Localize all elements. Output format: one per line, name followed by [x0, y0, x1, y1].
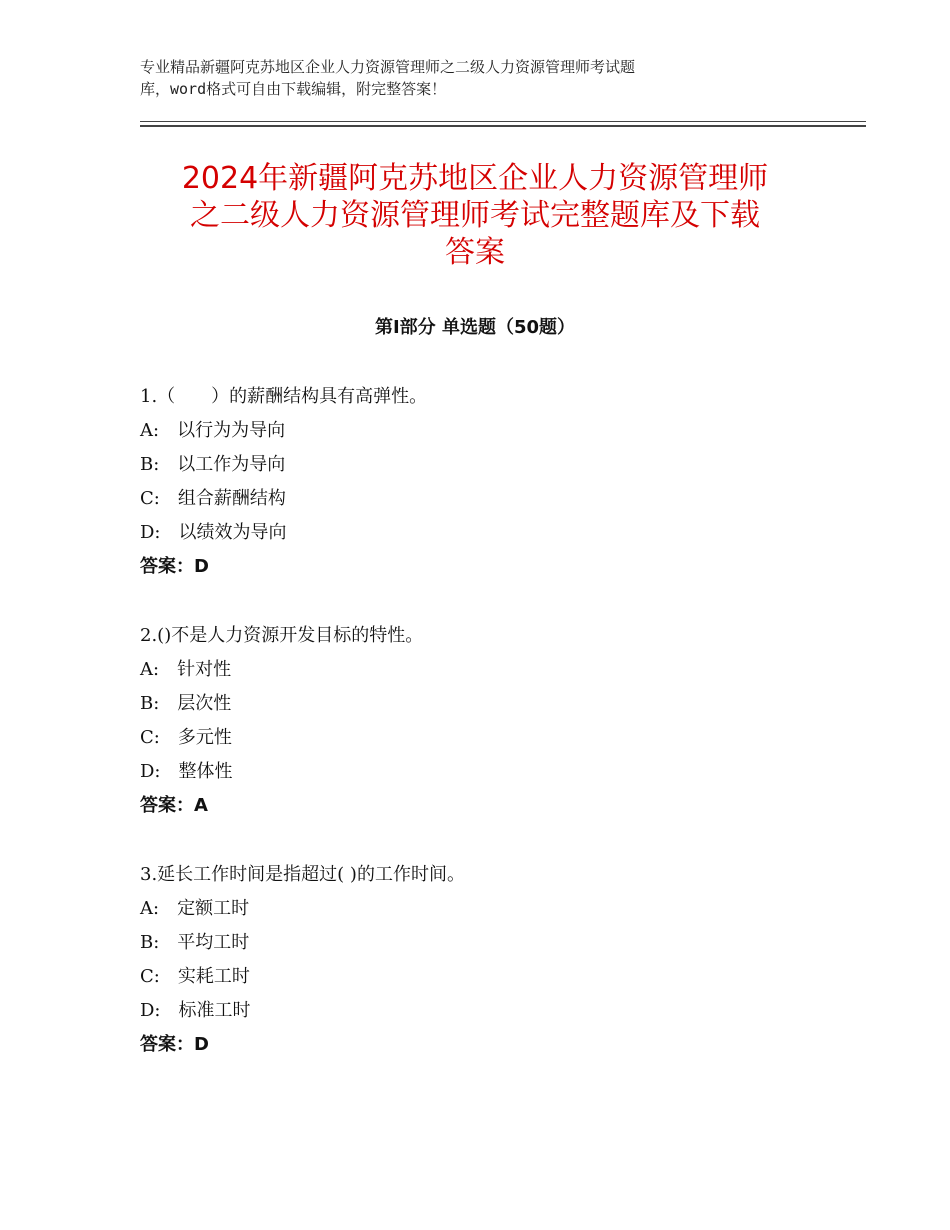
option-c: C: 多元性 — [140, 727, 232, 748]
question-block-2 — [140, 619, 820, 823]
option-c: C: 实耗工时 — [140, 966, 250, 987]
option-a: A: 定额工时 — [140, 898, 250, 919]
question-stem: 1.（ ）的薪酬结构具有高弹性。 — [140, 386, 428, 407]
answer: 答案：D — [140, 556, 209, 577]
option-d: D: 整体性 — [140, 761, 233, 782]
header-note-line-2: 库，word格式可自由下载编辑，附完整答案！ — [140, 80, 447, 98]
question-block-1 — [140, 380, 820, 584]
question-stem: 3.延长工作时间是指超过( )的工作时间。 — [140, 864, 465, 885]
option-c: C: 组合薪酬结构 — [140, 488, 286, 509]
header-note — [140, 56, 780, 100]
option-b: B: 平均工时 — [140, 932, 250, 953]
option-a: A: 针对性 — [140, 659, 232, 680]
option-d: D: 标准工时 — [140, 1000, 251, 1021]
answer: 答案：D — [140, 1034, 209, 1055]
answer: 答案：A — [140, 795, 208, 816]
option-b: B: 以工作为导向 — [140, 454, 286, 475]
title-line-2: 之二级人力资源管理师考试完整题库及下载 — [190, 198, 760, 233]
header-divider-thick — [140, 125, 866, 127]
title-line-1: 2024年新疆阿克苏地区企业人力资源管理师 — [181, 161, 769, 196]
question-stem: 2.()不是人力资源开发目标的特性。 — [140, 625, 424, 646]
title-line-3: 答案 — [445, 235, 505, 270]
question-block-3 — [140, 858, 820, 1062]
section-heading: 第Ⅰ部分 单选题（50题） — [374, 317, 575, 338]
document-title — [120, 160, 830, 271]
header-divider-thin — [140, 121, 866, 122]
header-note-line-1: 专业精品新疆阿克苏地区企业人力资源管理师之二级人力资源管理师考试题 — [140, 58, 636, 76]
option-b: B: 层次性 — [140, 693, 232, 714]
option-a: A: 以行为为导向 — [140, 420, 286, 441]
option-d: D: 以绩效为导向 — [140, 522, 287, 543]
